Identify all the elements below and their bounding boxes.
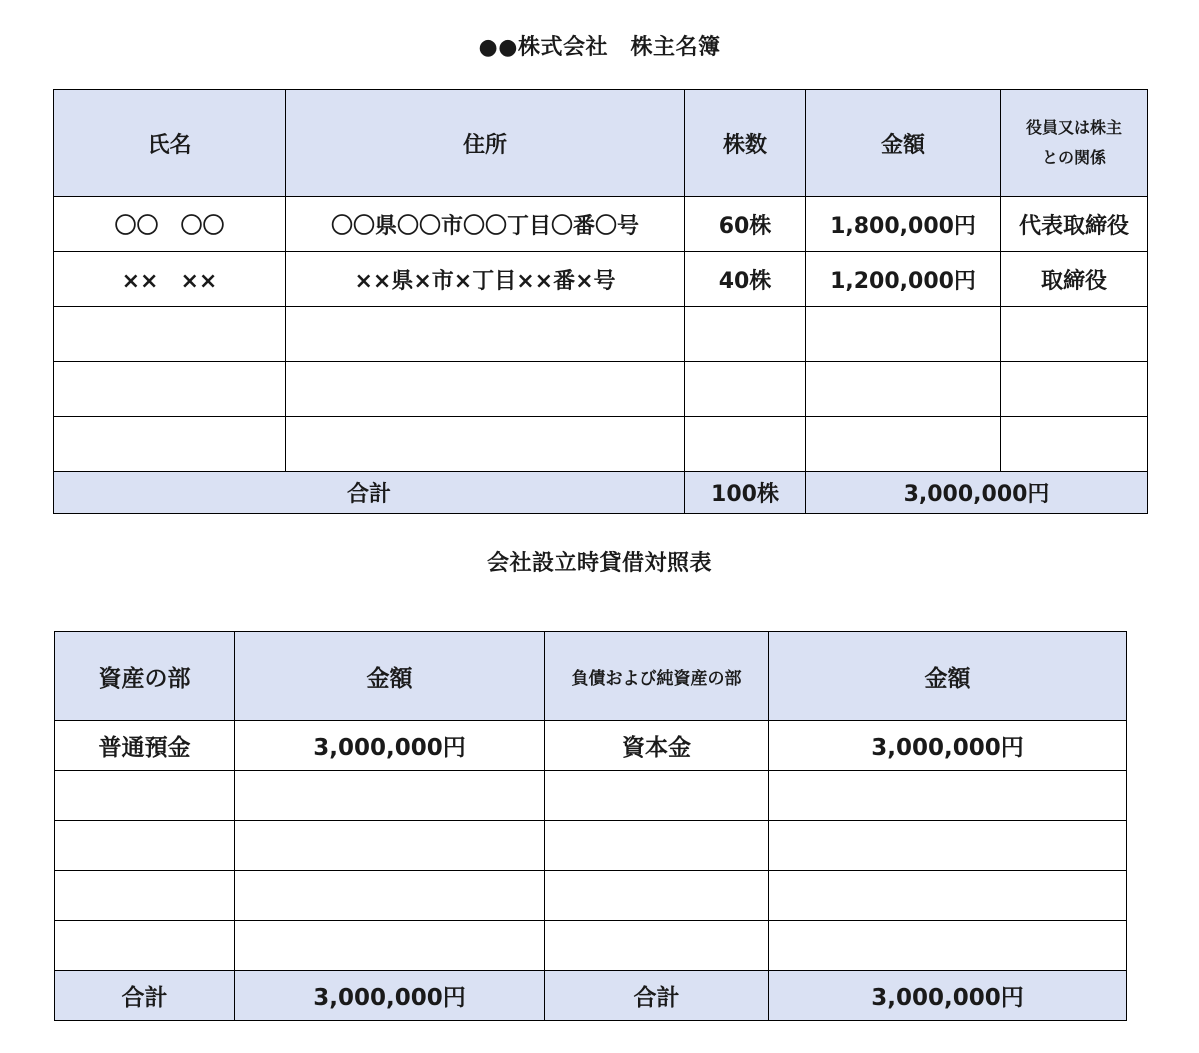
cell-liability-amount: [769, 921, 1127, 971]
header-shares: 株数: [685, 90, 806, 197]
header-assets-amount: 金額: [235, 632, 545, 721]
total-shares: 100株: [685, 472, 806, 514]
cell-relation: [1001, 417, 1148, 472]
cell-asset-amount: [235, 771, 545, 821]
cell-asset-amount: 3,000,000円: [235, 721, 545, 771]
cell-address: [286, 417, 685, 472]
cell-name: 〇〇 〇〇: [54, 197, 286, 252]
cell-asset: 普通預金: [55, 721, 235, 771]
cell-name: [54, 307, 286, 362]
cell-liability-amount: [769, 821, 1127, 871]
cell-liability-amount: [769, 771, 1127, 821]
balance-sheet-title: 会社設立時貸借対照表: [486, 551, 712, 576]
cell-relation: 取締役: [1001, 252, 1148, 307]
cell-shares: 60株: [685, 197, 806, 252]
balance-sheet-table: [54, 631, 1127, 1021]
cell-address: [286, 307, 685, 362]
total-liability-amount: 3,000,000円: [769, 971, 1127, 1021]
cell-shares: [685, 362, 806, 417]
cell-name: [54, 417, 286, 472]
table-row: [55, 771, 1127, 821]
cell-asset-amount: [235, 821, 545, 871]
header-relation-line2: との関係: [1041, 148, 1106, 167]
total-label: 合計: [54, 472, 685, 514]
cell-amount: 1,200,000円: [806, 252, 1001, 307]
table-row: [54, 307, 1148, 362]
register-header-row: [54, 90, 1148, 197]
cell-relation: 代表取締役: [1001, 197, 1148, 252]
shareholder-register-table: [53, 89, 1148, 514]
header-relation: [1001, 90, 1148, 197]
header-assets: 資産の部: [55, 632, 235, 721]
header-name: 氏名: [54, 90, 286, 197]
cell-asset-amount: [235, 871, 545, 921]
table-row: [54, 252, 1148, 307]
table-row: [54, 362, 1148, 417]
register-title: ●●株式会社 株主名簿: [478, 35, 721, 60]
cell-liability: [545, 821, 769, 871]
cell-liability: [545, 871, 769, 921]
cell-shares: [685, 417, 806, 472]
total-liability-label: 合計: [545, 971, 769, 1021]
table-row: [55, 721, 1127, 771]
cell-address: ××県×市×丁目××番×号: [286, 252, 685, 307]
cell-amount: [806, 362, 1001, 417]
header-address: 住所: [286, 90, 685, 197]
table-row: [55, 821, 1127, 871]
header-liabilities: 負債および純資産の部: [545, 632, 769, 721]
cell-liability-amount: 3,000,000円: [769, 721, 1127, 771]
total-amount: 3,000,000円: [806, 472, 1148, 514]
balance-header-row: [55, 632, 1127, 721]
cell-asset: [55, 921, 235, 971]
table-row: [54, 197, 1148, 252]
cell-asset: [55, 821, 235, 871]
cell-shares: 40株: [685, 252, 806, 307]
cell-name: [54, 362, 286, 417]
cell-liability: [545, 771, 769, 821]
table-row: [54, 417, 1148, 472]
cell-relation: [1001, 362, 1148, 417]
total-asset-label: 合計: [55, 971, 235, 1021]
cell-asset-amount: [235, 921, 545, 971]
cell-shares: [685, 307, 806, 362]
cell-liability: [545, 921, 769, 971]
header-relation-line1: 役員又は株主: [1025, 118, 1122, 137]
cell-asset: [55, 871, 235, 921]
cell-address: 〇〇県〇〇市〇〇丁目〇番〇号: [286, 197, 685, 252]
total-asset-amount: 3,000,000円: [235, 971, 545, 1021]
cell-address: [286, 362, 685, 417]
cell-liability-amount: [769, 871, 1127, 921]
cell-amount: [806, 307, 1001, 362]
cell-amount: 1,800,000円: [806, 197, 1001, 252]
table-row: [55, 871, 1127, 921]
header-amount: 金額: [806, 90, 1001, 197]
cell-name: ×× ××: [54, 252, 286, 307]
cell-liability: 資本金: [545, 721, 769, 771]
register-total-row: [54, 472, 1148, 514]
cell-asset: [55, 771, 235, 821]
header-liabilities-amount: 金額: [769, 632, 1127, 721]
cell-amount: [806, 417, 1001, 472]
table-row: [55, 921, 1127, 971]
balance-total-row: [55, 971, 1127, 1021]
cell-relation: [1001, 307, 1148, 362]
